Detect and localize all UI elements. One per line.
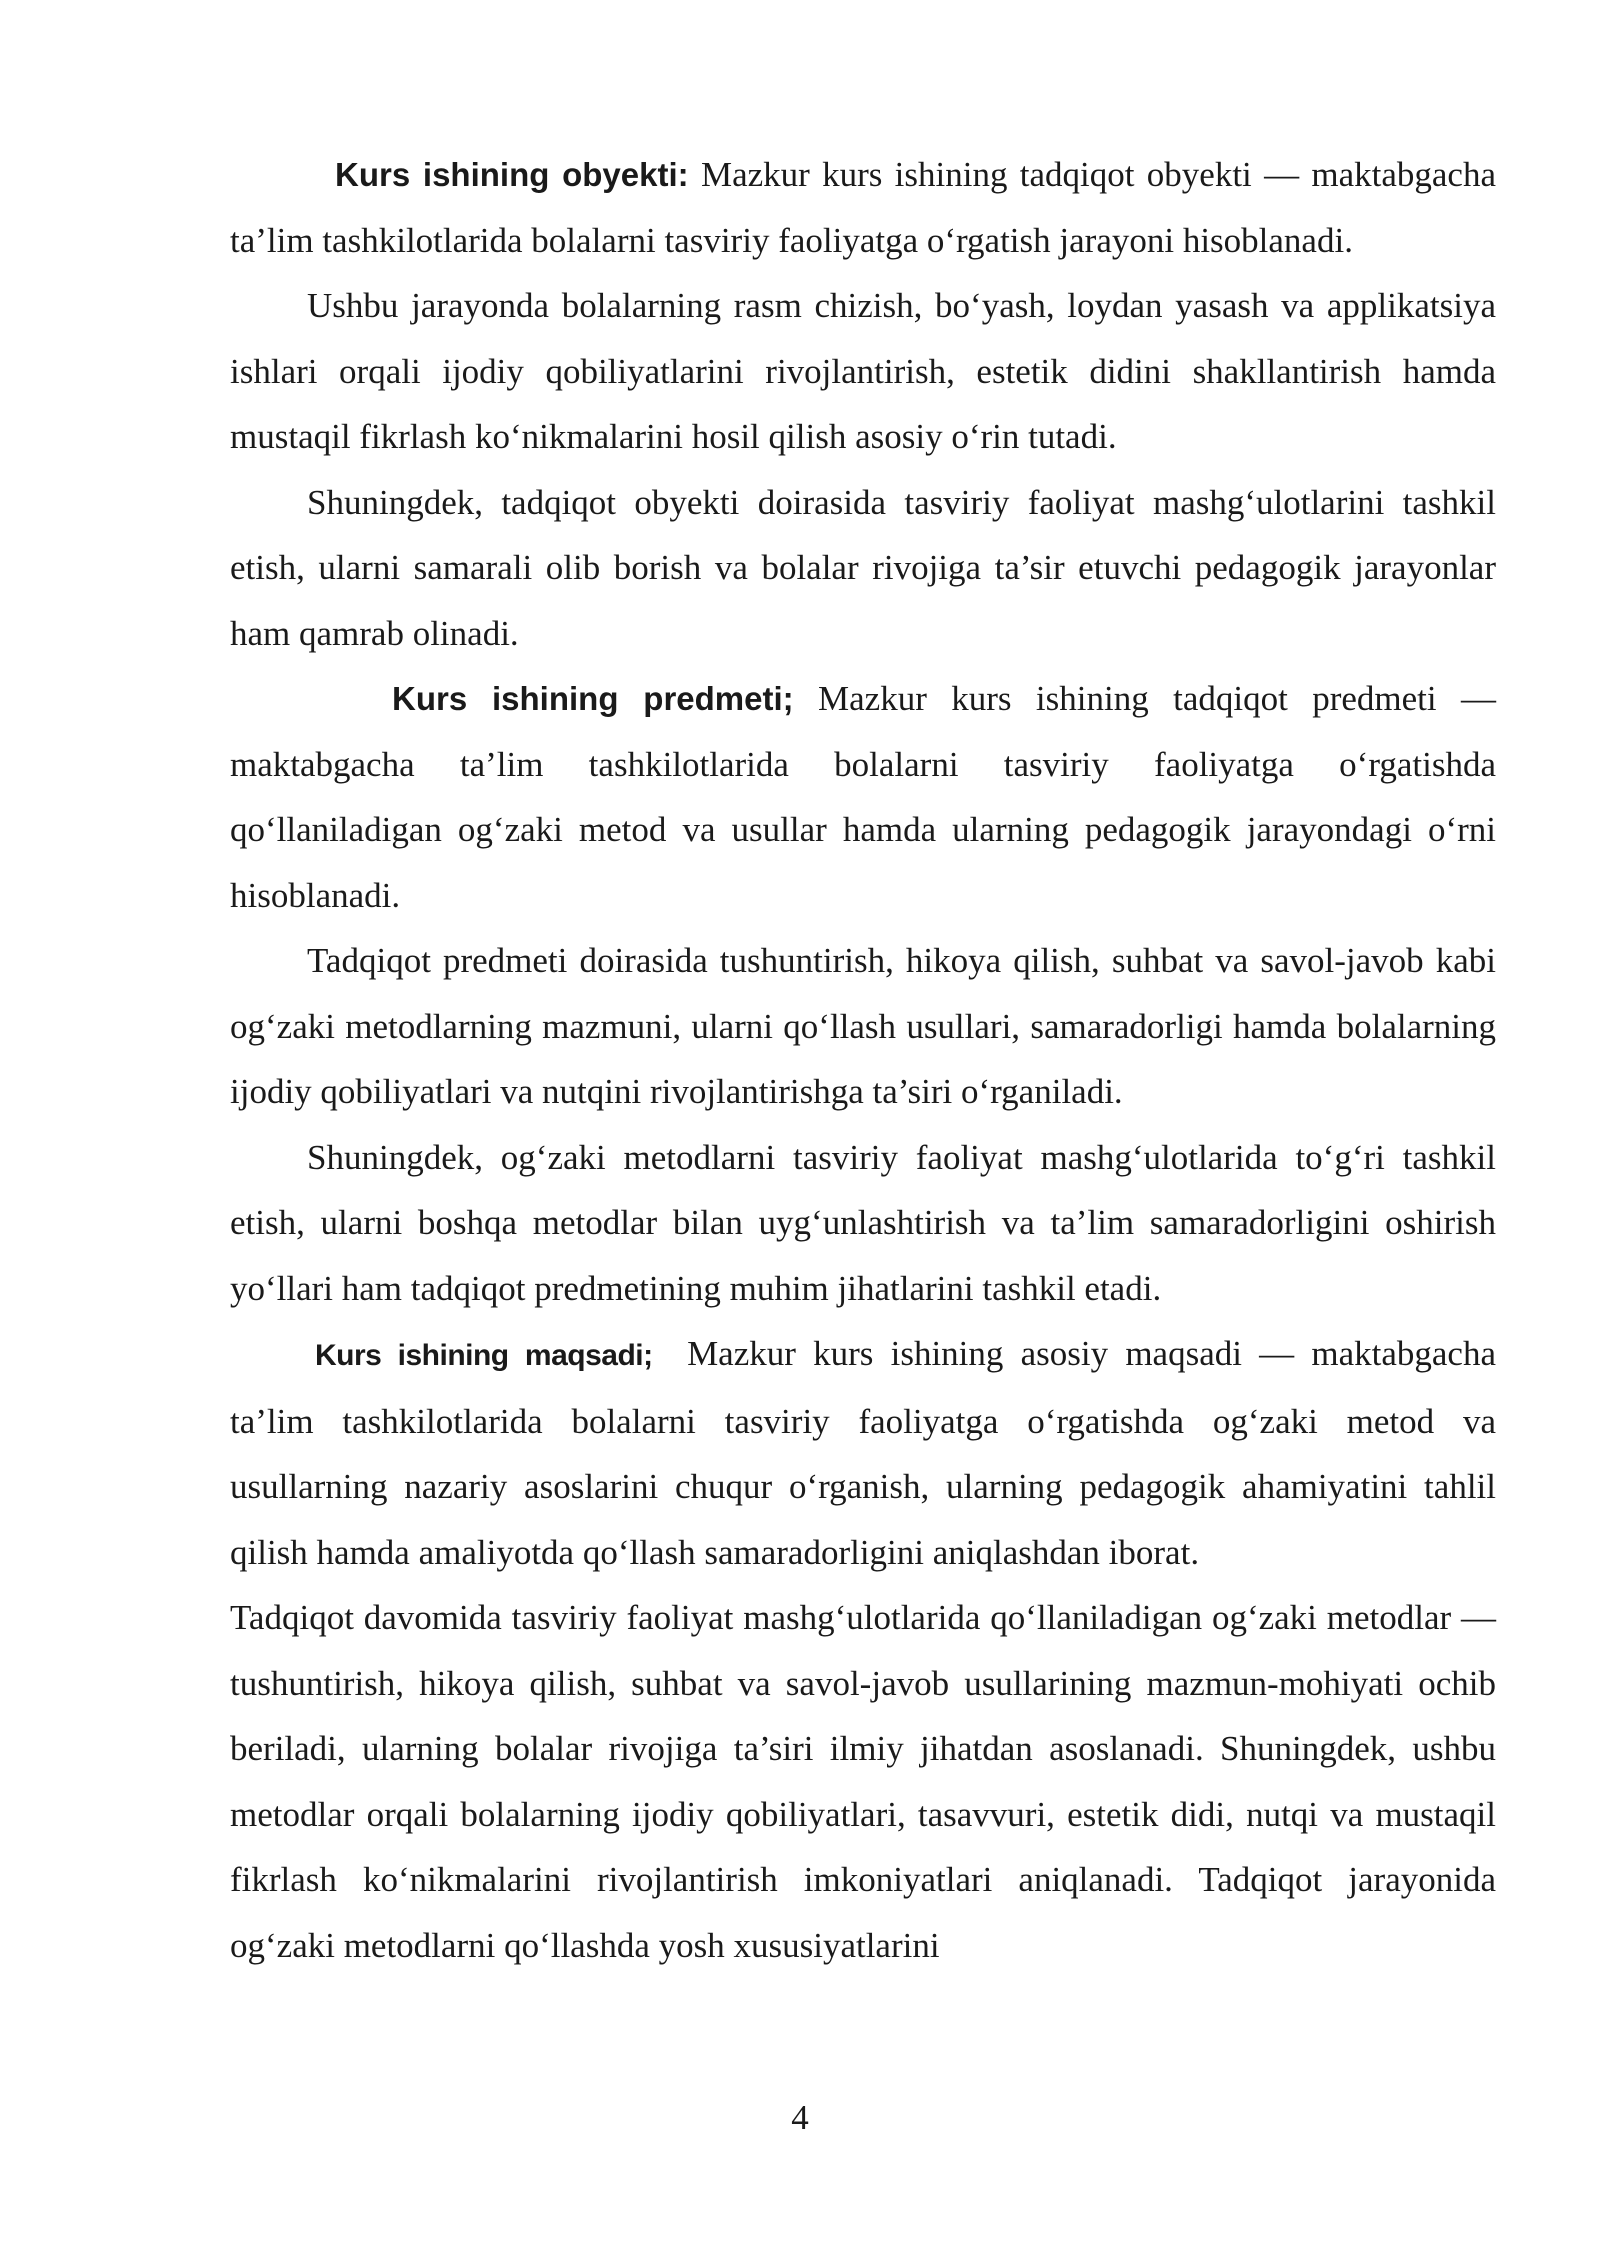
paragraph-text: Mazkur kurs ishining tadqiqot predmeti — maktabgacha ta’lim tashkilotlarida bolalarni tasviriy faoliyatga o‘rgatishda qo‘llaniladigan og‘zaki metod va usullar hamda ularning pedagogik jarayondagi o‘rni hisoblanadi.	[230, 679, 1496, 915]
paragraph-text: Tadqiqot davomida tasviriy faoliyat mashg‘ulotlarida qo‘llaniladigan og‘zaki metodlar — tushuntirish, hikoya qilish, suhbat va savol-javob usullarining mazmun-mohiyati ochib beriladi, ularning bolalar rivojiga ta’siri ilmiy jihatdan asoslanadi. Shuningdek, ushbu metodlar orqali bolalarning ijodiy qobiliyatlari, tasavvuri, estetik didi, nutqi va mustaqil fikrlash ko‘nikmalarini rivojlantirish imkoniyatlari aniqlanadi. Tadqiqot jarayonida og‘zaki metodlarni qo‘llashda yosh xususiyatlarini	[230, 1598, 1496, 1965]
paragraph-text: Ushbu jarayonda bolalarning rasm chizish, bo‘yash, loydan yasash va applikatsiya ishlari orqali ijodiy qobiliyatlarini rivojlantirish, estetik didini shakllantirish hamda mustaqil fikrlash ko‘nikmalarini hosil qilish asosiy o‘rin tutadi.	[230, 286, 1496, 456]
paragraph-text: Shuningdek, tadqiqot obyekti doirasida tasviriy faoliyat mashg‘ulotlarini tashkil etish, ularni samarali olib borish va bolalar rivojiga ta’sir etuvchi pedagogik jarayonlar ham qamrab olinadi.	[230, 482, 1496, 653]
paragraph	[230, 470, 1496, 667]
paragraph-text: Tadqiqot predmeti doirasida tushuntirish, hikoya qilish, suhbat va savol-javob kabi og‘zaki metodlarning mazmuni, ularni qo‘llash usullari, samaradorligi hamda bolalarning ijodiy qobiliyatlari va nutqini rivojlantirishga ta’siri o‘rganiladi.	[230, 941, 1496, 1111]
paragraph-text: Mazkur kurs ishining tadqiqot obyekti — maktabgacha ta’lim tashkilotlarida bolalarni tasviriy faoliyatga o‘rgatish jarayoni hisoblanadi.	[230, 155, 1496, 260]
heading-goal: Kurs ishining maqsadi;	[315, 1339, 653, 1372]
paragraph-goal	[230, 1321, 1496, 1585]
paragraph	[230, 1585, 1496, 1978]
paragraph	[230, 273, 1496, 470]
page-number: 4	[791, 2098, 809, 2137]
paragraph	[230, 928, 1496, 1125]
heading-subject: Kurs ishining predmeti;	[392, 680, 794, 717]
paragraph-text: Mazkur kurs ishining asosiy maqsadi — maktabgacha ta’lim tashkilotlarida bolalarni tasviriy faoliyatga o‘rgatishda og‘zaki metod va usullarning nazariy asoslarini chuqur o‘rganish, ularning pedagogik ahamiyatini tahlil qilish hamda amaliyotda qo‘llash samaradorligini aniqlashdan iborat.	[230, 1334, 1496, 1572]
paragraph-text: Shuningdek, og‘zaki metodlarni tasviriy faoliyat mashg‘ulotlarida to‘g‘ri tashkil etish, ularni boshqa metodlar bilan uyg‘unlashtirish va ta’lim samaradorligini oshirish yo‘llari ham tadqiqot predmetining muhim jihatlarini tashkil etadi.	[230, 1137, 1496, 1308]
paragraph-subject	[230, 666, 1496, 928]
paragraph-object	[230, 142, 1496, 273]
heading-object: Kurs ishining obyekti:	[335, 156, 689, 193]
page-body	[230, 142, 1496, 1978]
paragraph	[230, 1125, 1496, 1322]
